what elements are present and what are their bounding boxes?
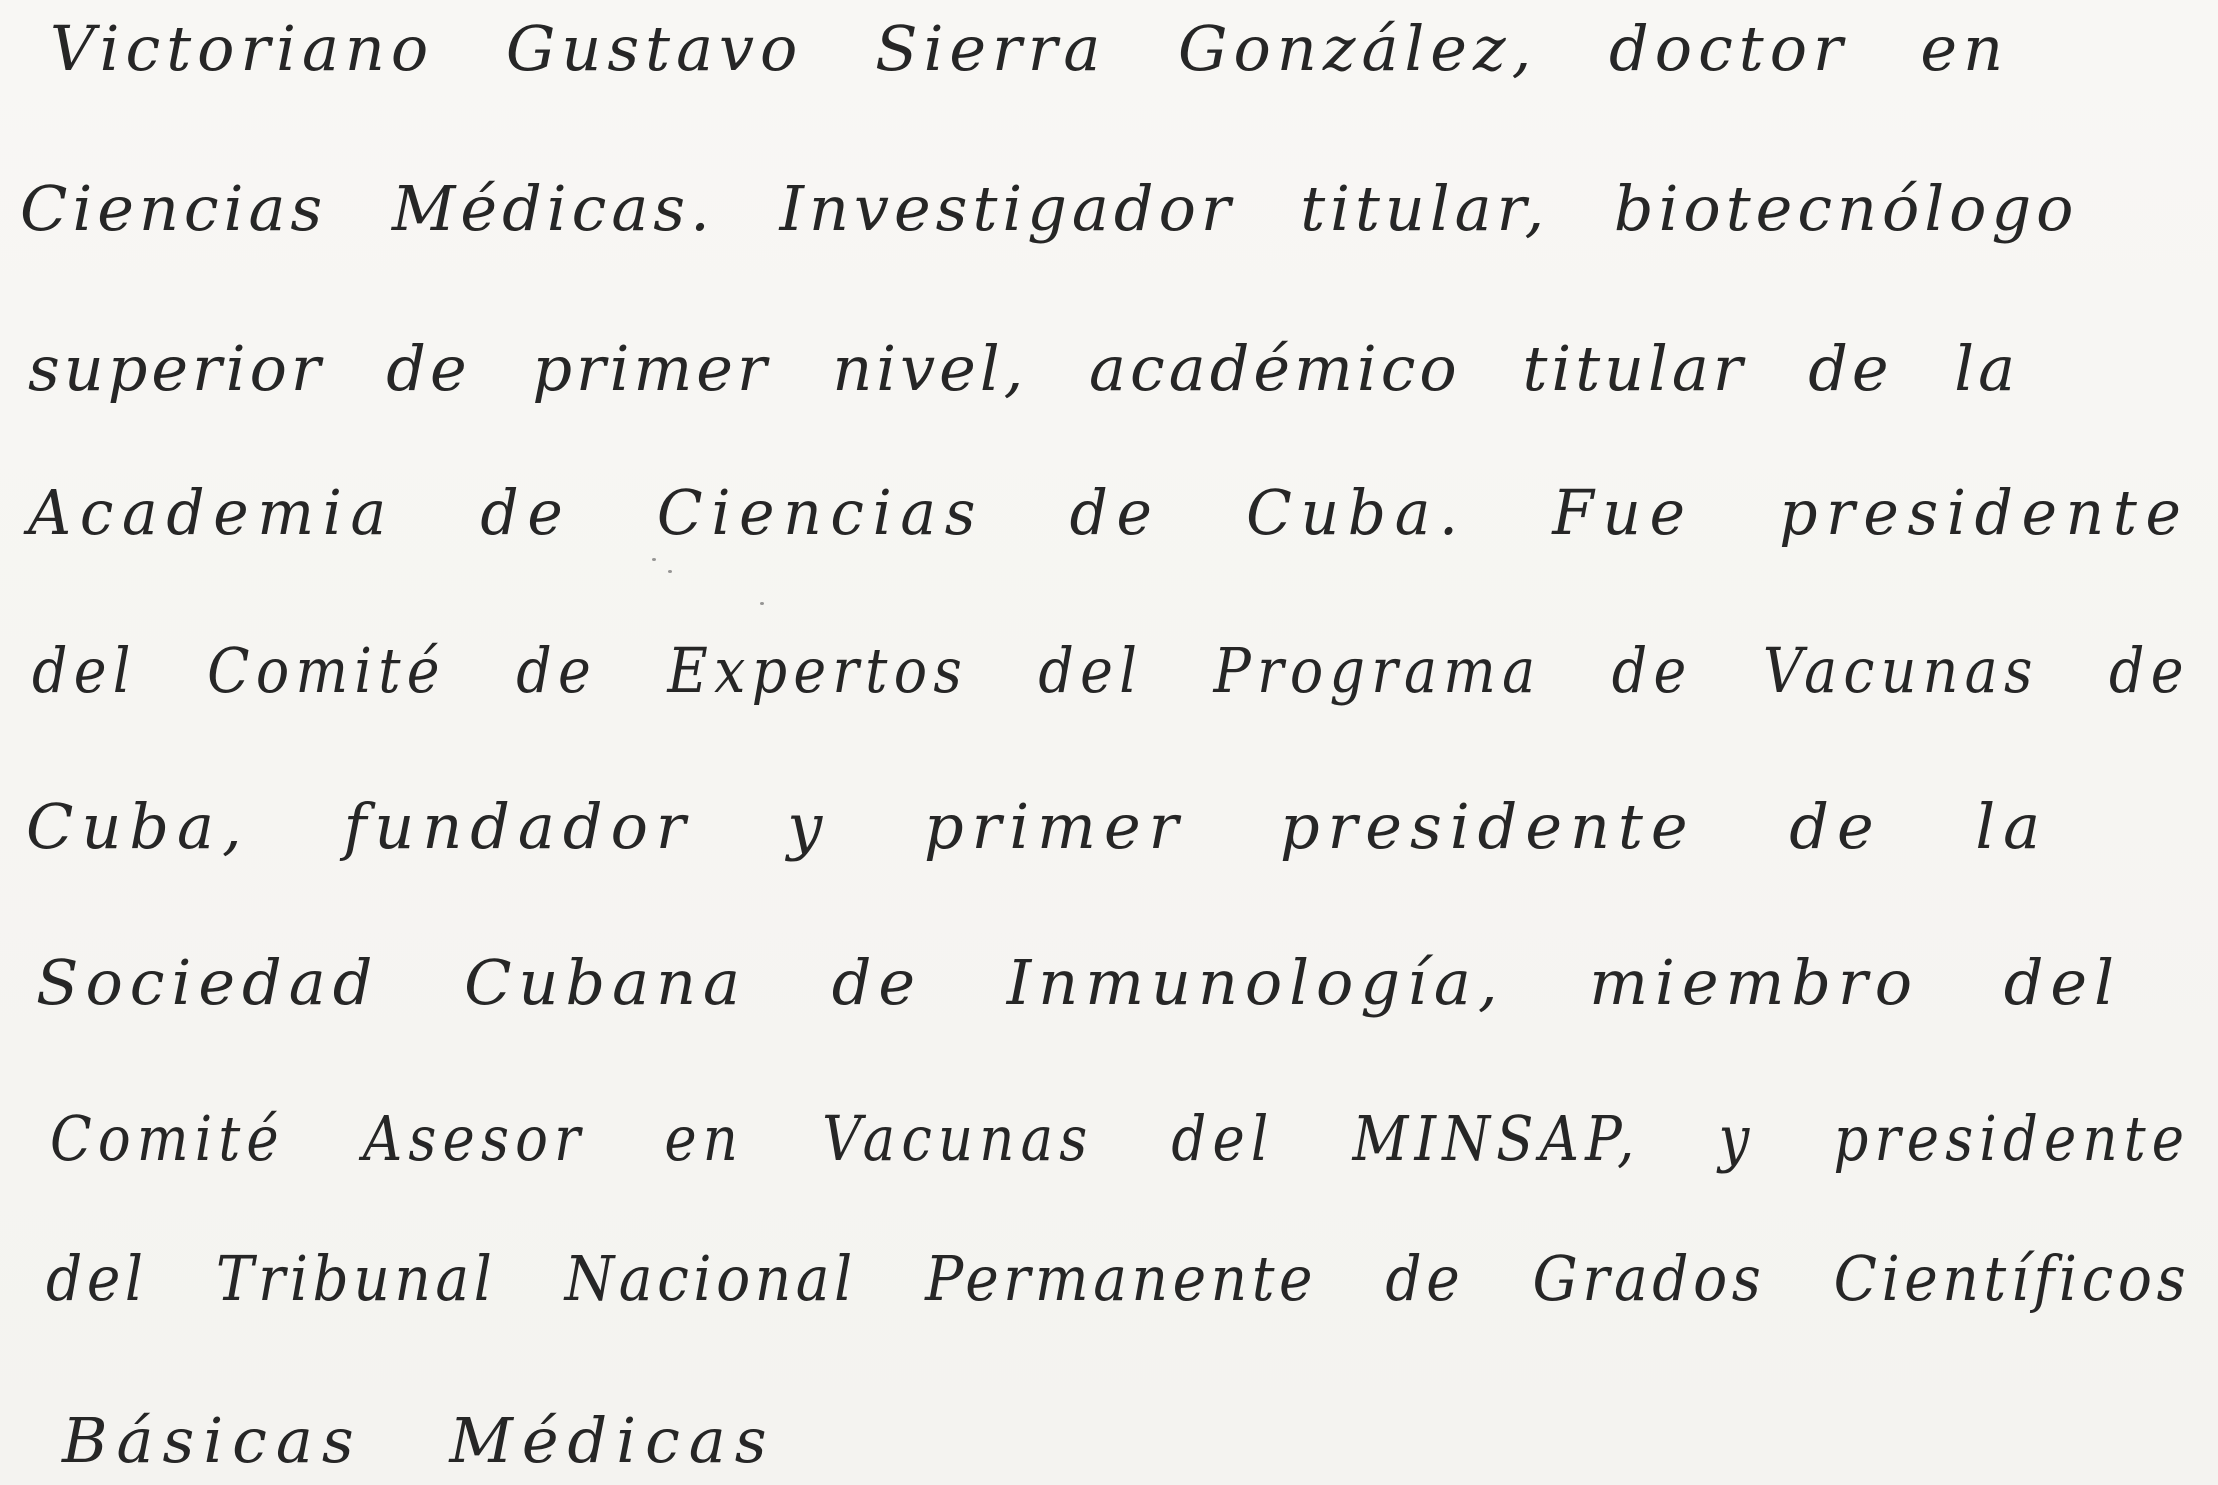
text-line-5: del Comité de Expertos del Programa de Vacunas de: [32, 634, 2190, 707]
text-line-3: superior de primer nivel, académico titular de la: [28, 332, 2020, 405]
text-line-4: Academia de Ciencias de Cuba. Fue presidente: [28, 476, 2190, 549]
ink-speck: [652, 558, 656, 561]
text-line-1: Victoriano Gustavo Sierra González, doctor en: [50, 12, 2009, 85]
text-line-7: Sociedad Cubana de Inmunología, miembro del: [36, 946, 2121, 1019]
text-line-9: del Tribunal Nacional Permanente de Grados Científicos: [46, 1242, 2191, 1315]
ink-speck: [760, 602, 764, 605]
text-line-8: Comité Asesor en Vacunas del MINSAP, y presidente: [50, 1102, 2191, 1175]
text-line-10: Básicas Médicas: [62, 1404, 776, 1477]
text-line-2: Ciencias Médicas. Investigador titular, biotecnólogo: [20, 172, 2079, 245]
text-line-6: Cuba, fundador y primer presidente de la: [26, 790, 2049, 863]
ink-speck: [668, 570, 672, 573]
